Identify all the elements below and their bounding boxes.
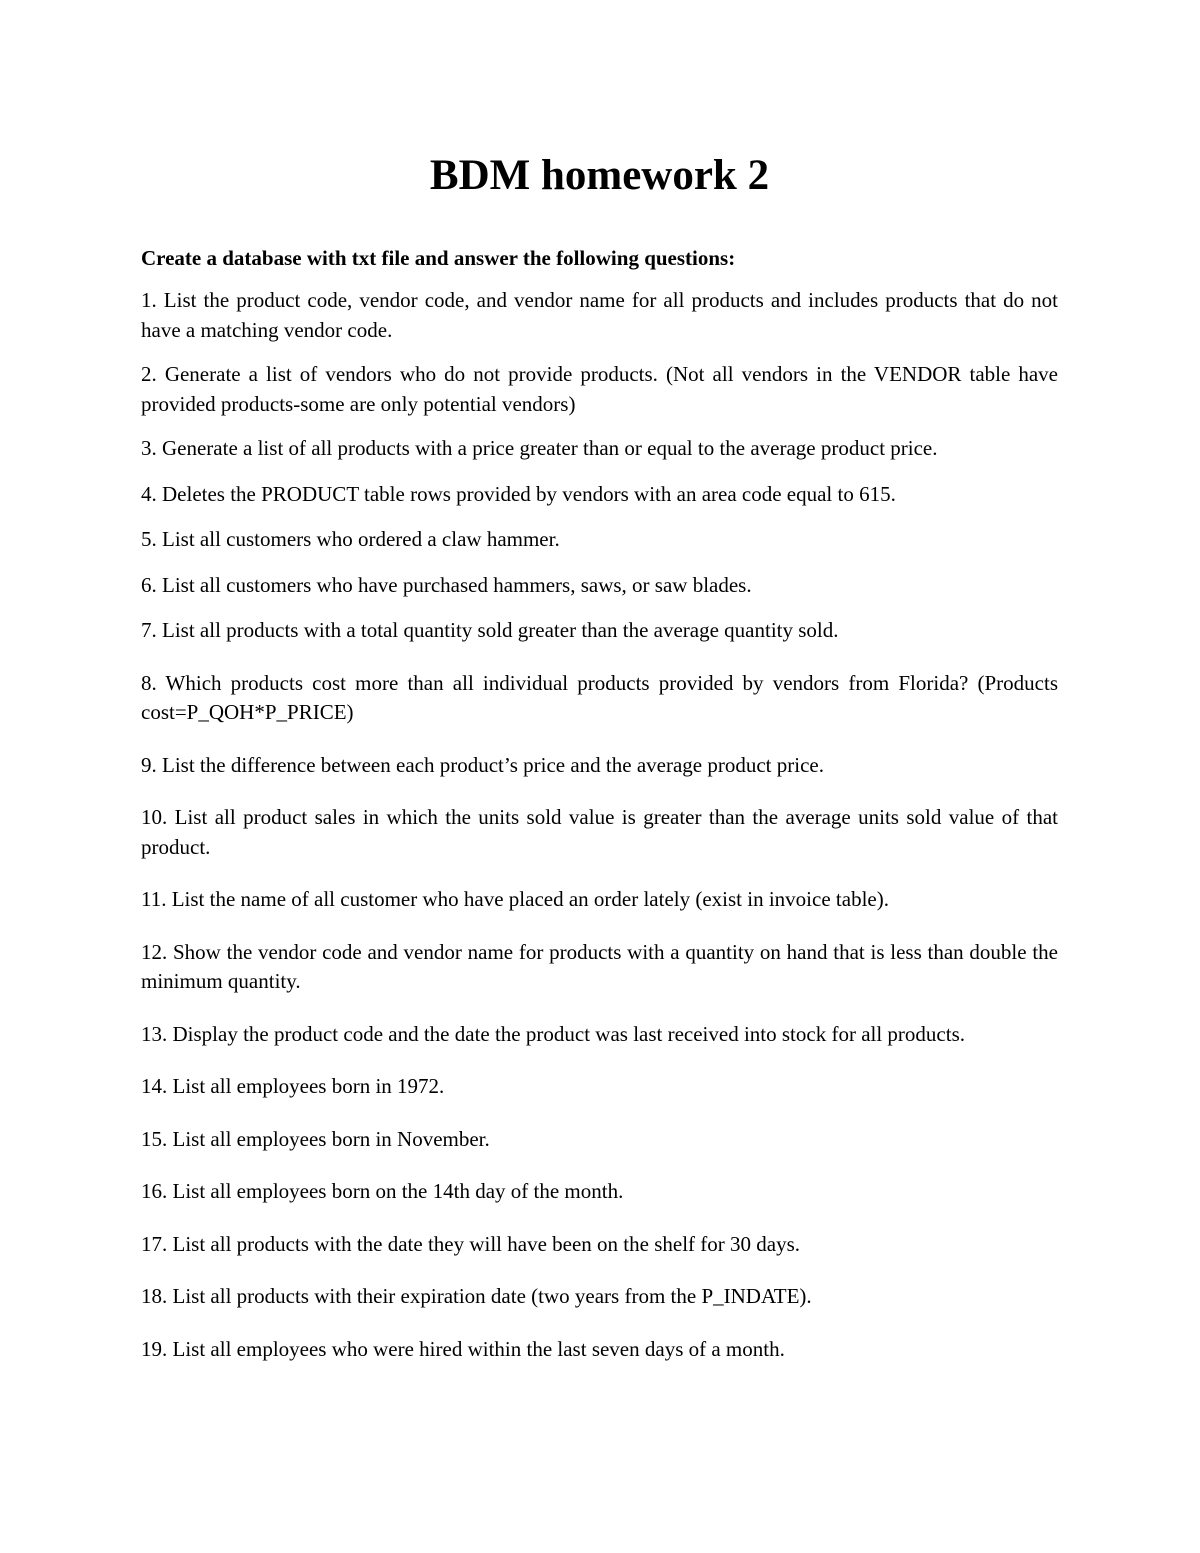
question-3: 3. Generate a list of all products with a price greater than or equal to the average product price.	[141, 436, 938, 460]
question-8: 8. Which products cost more than all individual products provided by vendors from Florida? (Products cost=P_QOH*P_PRICE)	[141, 670, 1058, 724]
question-15: 15. List all employees born in November.	[141, 1126, 490, 1151]
question-19: 19. List all employees who were hired within the last seven days of a month.	[141, 1336, 785, 1361]
question-7: 7. List all products with a total quantity sold greater than the average quantity sold.	[141, 618, 839, 642]
instructions: Create a database with txt file and answer the following questions:	[141, 246, 736, 270]
question-10: 10. List all product sales in which the units sold value is greater than the average units sold value of that product.	[141, 805, 1058, 859]
question-4: 4. Deletes the PRODUCT table rows provided by vendors with an area code equal to 615.	[141, 481, 896, 506]
question-17: 17. List all products with the date they will have been on the shelf for 30 days.	[141, 1231, 801, 1256]
question-11: 11. List the name of all customer who have placed an order lately (exist in invoice table).	[141, 887, 889, 911]
question-5: 5. List all customers who ordered a claw hammer.	[141, 527, 560, 551]
page-title: BDM homework 2	[429, 152, 770, 199]
question-2: 2. Generate a list of vendors who do not provide products. (Not all vendors in the VENDOR table have provided products-some are only potential vendors)	[141, 362, 1058, 416]
question-14: 14. List all employees born in 1972.	[141, 1074, 445, 1098]
question-12: 12. Show the vendor code and vendor name for products with a quantity on hand that is less than double the minimum quantity.	[141, 939, 1058, 993]
question-1: 1. List the product code, vendor code, and vendor name for all products and includes products that do not have a matching vendor code.	[141, 288, 1058, 342]
document-page	[141, 150, 1058, 1364]
question-13: 13. Display the product code and the date the product was last received into stock for all products.	[141, 1021, 966, 1046]
question-9: 9. List the difference between each product’s price and the average product price.	[141, 752, 824, 777]
question-18: 18. List all products with their expiration date (two years from the P_INDATE).	[141, 1284, 812, 1308]
question-16: 16. List all employees born on the 14th day of the month.	[141, 1179, 624, 1203]
question-6: 6. List all customers who have purchased hammers, saws, or saw blades.	[141, 572, 752, 597]
